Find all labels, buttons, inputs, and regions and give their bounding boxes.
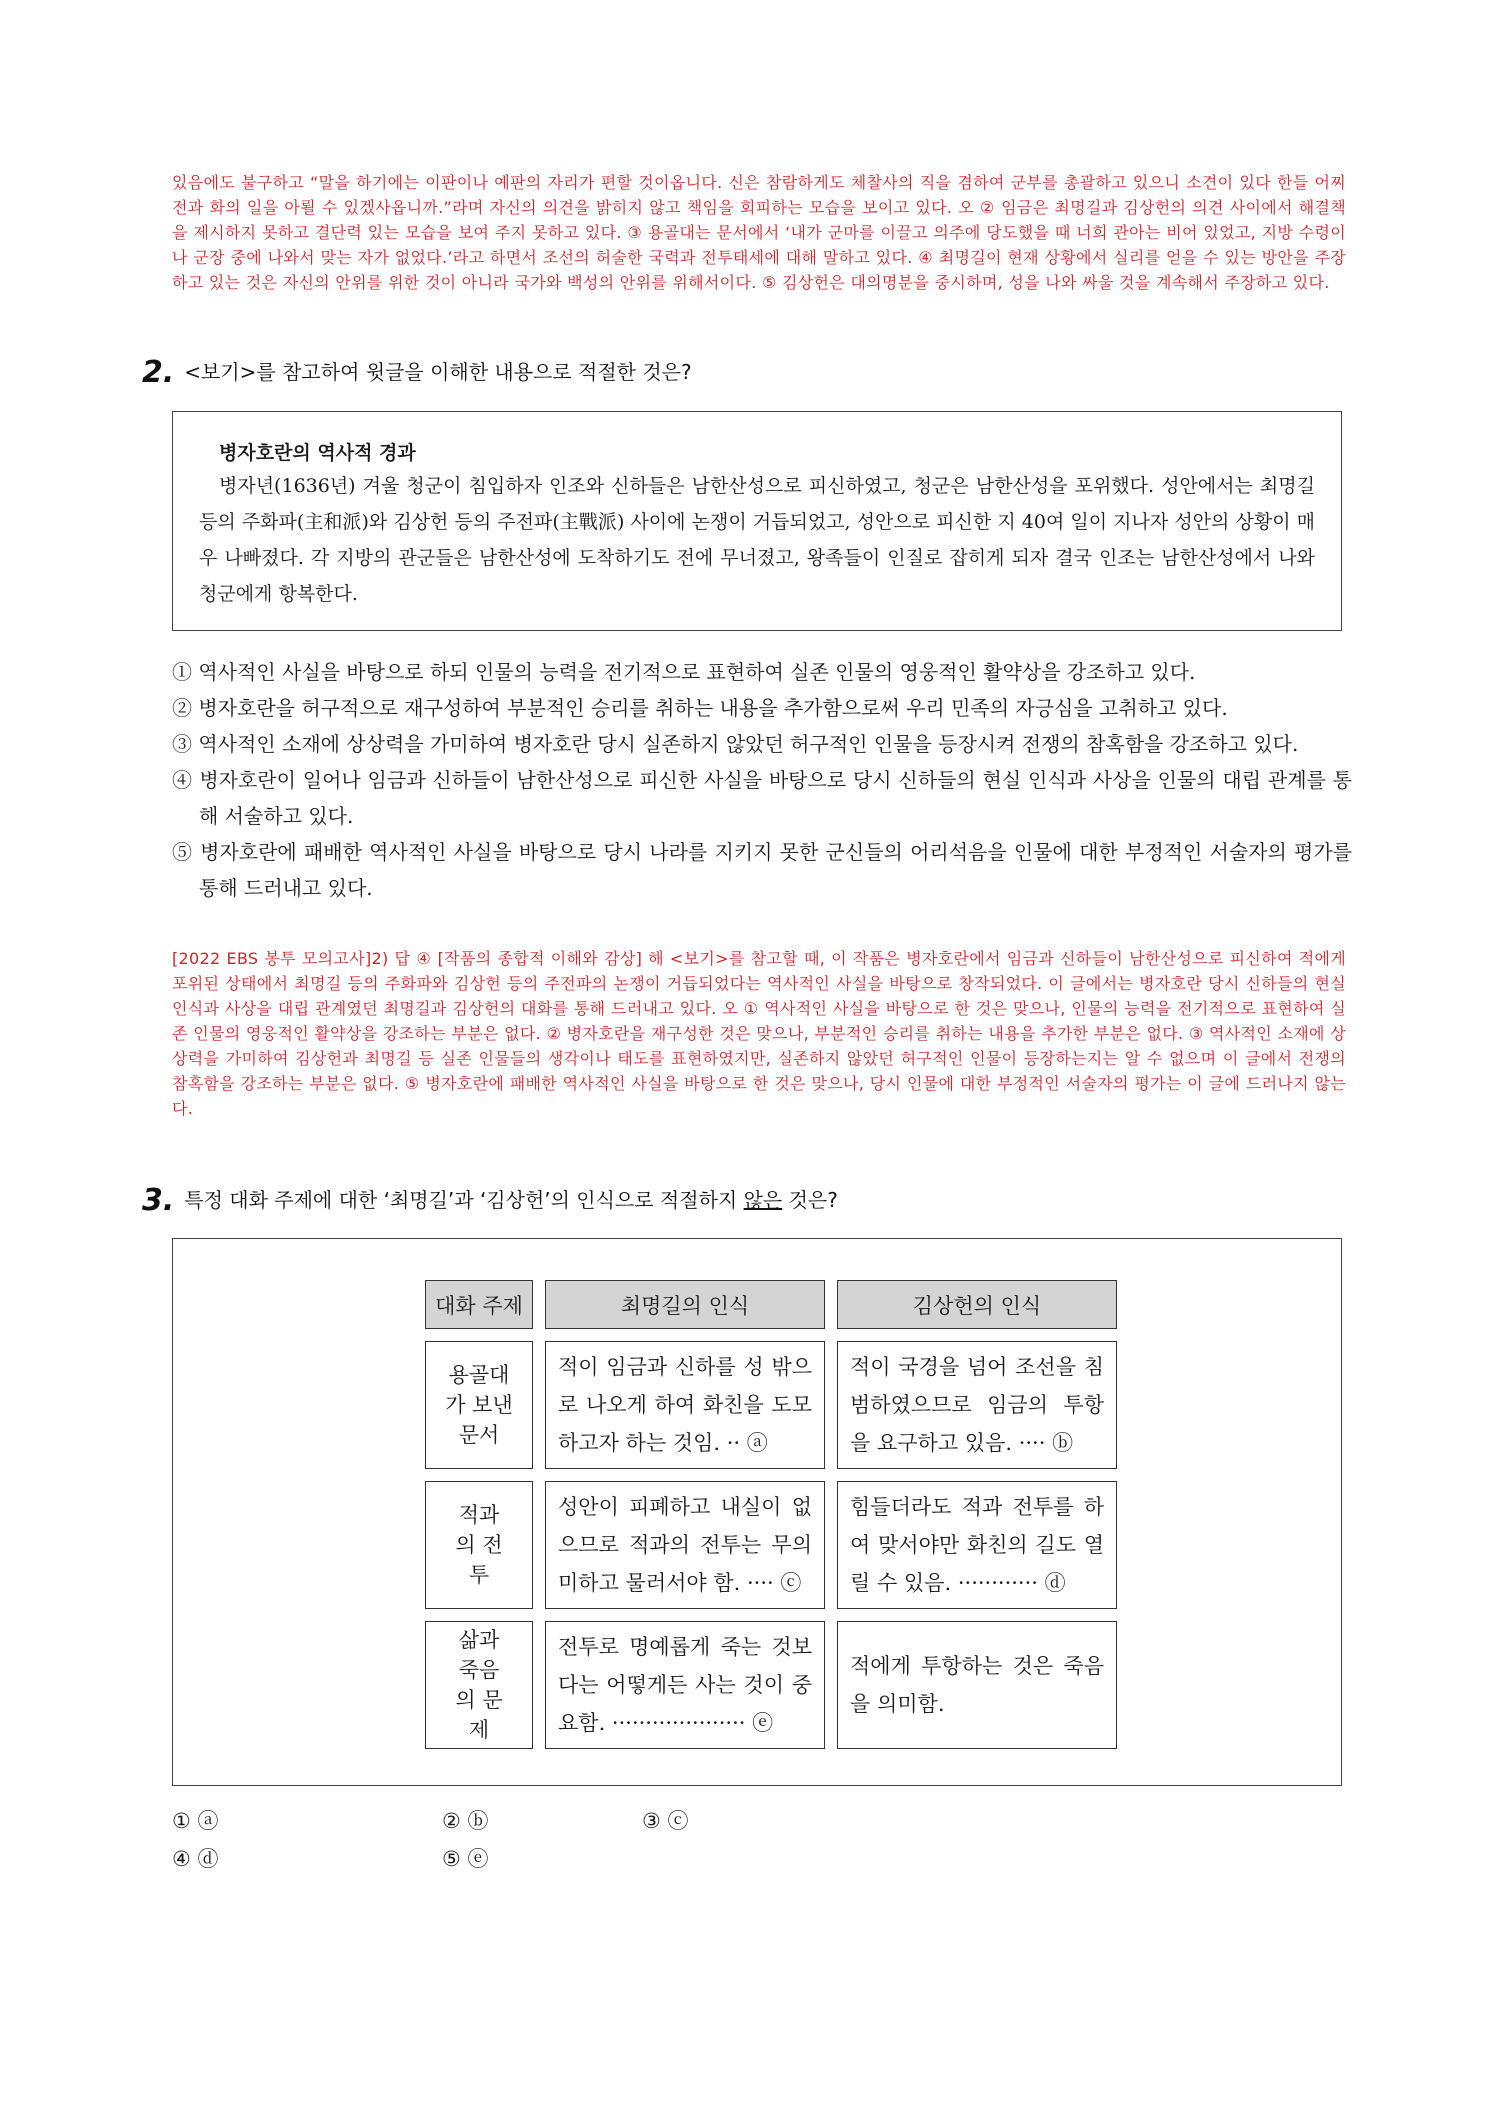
choi-cell-e: 전투로 명예롭게 죽는 것보다는 어떻게든 사는 것이 중요함. ···················· ⓔ (545, 1621, 825, 1749)
bogi-body: 병자년(1636년) 겨울 청군이 침입하자 인조와 신하들은 남한산성으로 피신하였고, 청군은 남한산성을 포위했다. 성안에서는 최명길 등의 주화파(主和派)와 김상헌 등의 주전파(主戰派) 사이에 논쟁이 거듭되었고, 성안으로 피신한 지 40여 일이 지나자 성안의 상황이 매우 나빠졌다. 각 지방의 관군들은 남한산성에 도착하기도 전에 무너졌고, 왕족들이 인질로 잡히게 되자 결국 인조는 남한산성에서 나와 청군에게 항복한다. (199, 475, 1315, 605)
header-choi: 최명길의 인식 (545, 1280, 825, 1329)
question-2-title (142, 352, 692, 390)
question-2-explanation: [2022 EBS 봉투 모의고사]2) 답 ④ [작품의 종합적 이해와 감상] 해 <보기>를 참고할 때, 이 작품은 병자호란에서 임금과 신하들이 남한산성으로 피신하여 적에게 포위된 상태에서 최명길 등의 주화파와 김상헌 등의 주전파의 논쟁이 거듭되었다는 역사적인 사실을 바탕으로 창작되었다. 이 글에서는 병자호란 당시 신하들의 현실 인식과 사상을 대립 관계였던 최명길과 김상헌의 대화를 통해 드러내고 있다. 오 ① 역사적인 사실을 바탕으로 한 것은 맞으나, 인물의 능력을 전기적으로 표현하여 실존 인물의 영웅적인 활약상을 강조하는 부분은 없다. ② 병자호란을 재구성한 것은 맞으나, 부분적인 승리를 취하는 내용을 추가한 부분은 없다. ③ 역사적인 소재에 상상력을 가미하여 김상헌과 최명길 등 실존 인물들의 생각이나 태도를 표현하였지만, 실존하지 않았던 허구적인 인물이 등장하는지는 알 수 없으며 이 글에서 전쟁의 참혹함을 강조하는 부분은 없다. ⑤ 병자호란에 패배한 역사적인 사실을 바탕으로 한 것은 맞으나, 당시 인물에 대한 부정적인 서술자의 평가는 이 글에 드러나지 않는다. (172, 949, 1346, 1118)
bogi-heading: 병자호란의 역사적 경과 (219, 442, 416, 464)
choice-1[interactable]: ① 역사적인 사실을 바탕으로 하되 인물의 능력을 전기적으로 표현하여 실존 인물의 영웅적인 활약상을 강조하고 있다. (172, 660, 1196, 684)
option-2[interactable]: ② ⓑ (442, 1809, 489, 1833)
question-2-text: <보기>를 참고하여 윗글을 이해한 내용으로 적절한 것은? (184, 360, 692, 384)
kim-cell-d: 힘들더라도 적과 전투를 하여 맞서야만 화친의 길도 열릴 수 있음. ············ ⓓ (837, 1481, 1117, 1609)
header-topic: 대화 주제 (425, 1280, 533, 1329)
kim-cell-b: 적이 국경을 넘어 조선을 침범하였으므로 임금의 투항을 요구하고 있음. ···· ⓑ (837, 1341, 1117, 1469)
choice-5[interactable]: ⑤ 병자호란에 패배한 역사적인 사실을 바탕으로 당시 나라를 지키지 못한 군신들의 어리석음을 인물에 대한 부정적인 서술자의 평가를 통해 드러내고 있다. (172, 840, 1352, 900)
question-2-number: 2. (142, 355, 175, 390)
choice-3[interactable]: ③ 역사적인 소재에 상상력을 가미하여 병자호란 당시 실존하지 않았던 허구적인 인물을 등장시켜 전쟁의 참혹함을 강조하고 있다. (172, 732, 1299, 756)
topic-life-death: 삶과 죽음의 문제 (425, 1621, 533, 1749)
choi-cell-c: 성안이 피폐하고 내실이 없으므로 적과의 전투는 무의미하고 물러서야 함. ···· ⓒ (545, 1481, 825, 1609)
option-5[interactable]: ⑤ ⓔ (442, 1847, 489, 1871)
question-3-title (142, 1180, 838, 1218)
choice-2[interactable]: ② 병자호란을 허구적으로 재구성하여 부분적인 승리를 취하는 내용을 추가함으로써 우리 민족의 자긍심을 고취하고 있다. (172, 696, 1228, 720)
header-kim: 김상헌의 인식 (837, 1280, 1117, 1329)
choi-cell-a: 적이 임금과 신하를 성 밖으로 나오게 하여 화친을 도모하고자 하는 것임. ·· ⓐ (545, 1341, 825, 1469)
question-3-number: 3. (142, 1183, 175, 1218)
question-3-text-post: 것은? (782, 1188, 838, 1212)
choice-4[interactable]: ④ 병자호란이 일어나 임금과 신하들이 남한산성으로 피신한 사실을 바탕으로 당시 신하들의 현실 인식과 사상을 인물의 대립 관계를 통해 서술하고 있다. (172, 768, 1352, 828)
previous-explanation: 있음에도 불구하고 “말을 하기에는 이판이나 예판의 자리가 편할 것이옵니다. 신은 참람하게도 체찰사의 직을 겸하여 군부를 총괄하고 있으니 소견이 있다 한들 어찌 전과 화의 일을 아뢸 수 있겠사옵니까.”라며 자신의 의견을 밝히지 않고 책임을 회피하는 모습을 보이고 있다. 오 ② 임금은 최명길과 김상헌의 의견 사이에서 해결책을 제시하지 못하고 결단력 있는 모습을 보여 주지 못하고 있다. ③ 용골대는 문서에서 ‘내가 군마를 이끌고 의주에 당도했을 때 너희 관아는 비어 있었고, 지방 수령이나 군장 중에 나와서 맞는 자가 없었다.’라고 하면서 조선의 허술한 국력과 전투태세에 대해 말하고 있다. ④ 최명길이 현재 상황에서 실리를 얻을 수 있는 방안을 주장하고 있는 것은 자신의 안위를 위한 것이 아니라 국가와 백성의 안위를 위해서이다. ⑤ 김상헌은 대의명분을 중시하며, 성을 나와 싸울 것을 계속해서 주장하고 있다. (172, 173, 1346, 292)
bogi-box (172, 411, 1342, 631)
question-3-underlined-word: 않은 (743, 1188, 783, 1212)
option-1[interactable]: ① ⓐ (172, 1809, 219, 1833)
kim-cell-death: 적에게 투항하는 것은 죽음을 의미함. (837, 1621, 1117, 1749)
question-3-text-pre: 특정 대화 주제에 대한 ‘최명길’과 ‘김상헌’의 인식으로 적절하지 (184, 1188, 744, 1212)
question-2-choices (172, 654, 1352, 906)
option-3[interactable]: ③ ⓒ (642, 1809, 689, 1833)
option-4[interactable]: ④ ⓓ (172, 1847, 219, 1871)
topic-letter: 용골대가 보낸 문서 (425, 1341, 533, 1469)
topic-battle: 적과의 전투 (425, 1481, 533, 1609)
perception-table-box (172, 1238, 1342, 1786)
